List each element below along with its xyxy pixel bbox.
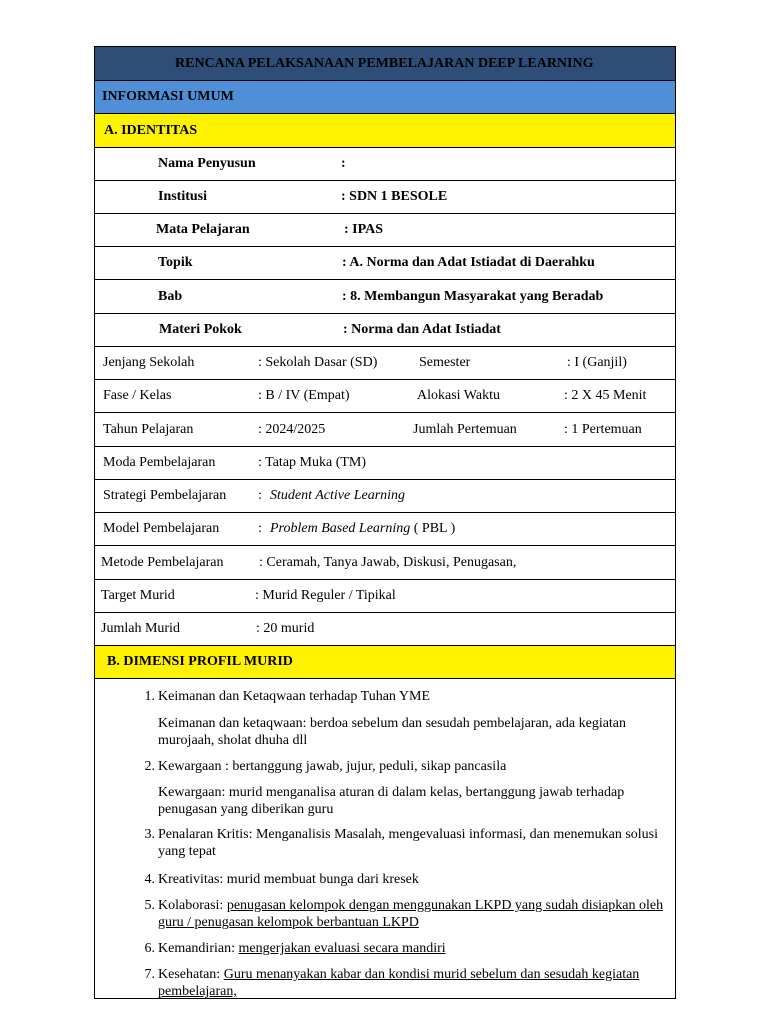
kesehatan-label: Kesehatan: [158,967,224,982]
model-pembelajaran-value: Problem Based Learning [270,521,411,536]
jumlah-murid-label: Jumlah Murid [101,621,180,636]
row-jumlah-murid [95,613,675,646]
jumlah-pertemuan-label: Jumlah Pertemuan [413,421,517,437]
list-text: Kewargaan : bertanggung jawab, jujur, peduli, sikap pancasila [158,759,507,774]
lesson-plan-document [94,46,676,999]
topik-label: Topik [158,255,193,270]
model-pembelajaran-suffix: ( PBL ) [413,521,456,536]
list-description: Kewargaan: murid menganalisa aturan di dalam kelas, bertanggung jawab terhadap penugasan yang diberikan guru [158,785,625,817]
list-number: 2. [144,759,155,774]
document-title: RENCANA PELAKSANAAN PEMBELAJARAN DEEP LEARNING [175,55,594,71]
section-identitas [95,114,675,148]
model-pembelajaran-label: Model Pembelajaran [103,521,220,536]
mata-pelajaran-label: Mata Pelajaran [156,222,250,237]
row-materi-pokok [95,314,675,347]
materi-pokok-value: : Norma dan Adat Istiadat [343,322,501,337]
list-number: 5. [144,898,155,913]
row-jenjang-sekolah [95,347,675,380]
list-text [158,966,674,1000]
section-informasi-umum [95,81,675,114]
fase-kelas-value: : B / IV (Empat) [258,388,350,403]
nama-penyusun-label: Nama Penyusun [158,156,256,171]
row-bab [95,280,675,314]
row-strategi-pembelajaran [95,480,675,513]
list-number: 1. [144,689,155,704]
alokasi-waktu-label: Alokasi Waktu [417,388,500,403]
row-nama-penyusun [95,148,675,181]
list-description: Keimanan dan ketaqwaan: berdoa sebelum dan sesudah pembelajaran, ada kegiatan murojaah, sholat dhuha dll [158,716,627,748]
row-model-pembelajaran [95,513,675,546]
document-title-row [95,47,675,81]
metode-pembelajaran-value: : Ceramah, Tanya Jawab, Diskusi, Penugasan, [259,554,517,570]
tahun-pelajaran-value: : 2024/2025 [258,421,326,437]
strategi-pembelajaran-colon: : [258,488,262,503]
tahun-pelajaran-label: Tahun Pelajaran [103,421,194,437]
strategi-pembelajaran-value: Student Active Learning [270,488,406,503]
row-mata-pelajaran [95,214,675,247]
row-moda-pembelajaran [95,447,675,480]
target-murid-label: Target Murid [101,588,175,603]
target-murid-value: : Murid Reguler / Tipikal [255,588,396,603]
section-identitas-label: A. IDENTITAS [104,122,198,138]
list-text: Penalaran Kritis: Menganalisis Masalah, mengevaluasi informasi, dan menemukan solusi yang tepat [158,827,658,859]
topik-value: : A. Norma dan Adat Istiadat di Daerahku [342,255,595,270]
nama-penyusun-value: : [341,156,346,171]
kemandirian-text: mengerjakan evaluasi secara mandiri [238,941,446,956]
mata-pelajaran-value: : IPAS [344,222,384,237]
moda-pembelajaran-value: : Tatap Muka (TM) [258,455,367,470]
semester-value: : I (Ganjil) [567,355,627,370]
moda-pembelajaran-label: Moda Pembelajaran [103,455,216,470]
kemandirian-label: Kemandirian: [158,941,239,956]
jumlah-pertemuan-value: : 1 Pertemuan [564,421,642,437]
list-text [158,897,674,931]
row-topik [95,247,675,280]
kolaborasi-text: penugasan kelompok dengan menggunakan LKPD yang sudah disiapkan oleh guru / penugasan kelompok berbantuan LKPD [158,898,664,930]
row-target-murid [95,580,675,613]
list-number: 7. [144,967,155,982]
list-number: 6. [144,941,155,956]
row-institusi [95,181,675,214]
section-dimensi-profil-label: B. DIMENSI PROFIL MURID [107,654,293,669]
kesehatan-text: Guru menanyakan kabar dan kondisi murid sebelum dan sesudah kegiatan pembelajaran, [158,967,640,999]
list-text: Keimanan dan Ketaqwaan terhadap Tuhan YME [158,689,431,704]
alokasi-waktu-value: : 2 X 45 Menit [564,388,647,403]
bab-value: : 8. Membangun Masyarakat yang Beradab [342,288,604,304]
list-number: 4. [144,872,155,887]
fase-kelas-label: Fase / Kelas [103,388,172,403]
institusi-label: Institusi [158,189,208,204]
list-number: 3. [144,827,155,842]
jenjang-sekolah-label: Jenjang Sekolah [103,355,195,370]
semester-label: Semester [419,355,471,370]
jumlah-murid-value: : 20 murid [256,621,315,636]
model-pembelajaran-value-wrap [270,521,455,537]
list-text: Kreativitas: murid membuat bunga dari kresek [158,872,419,887]
list-text [158,940,674,957]
kolaborasi-label: Kolaborasi: [158,898,227,913]
bab-label: Bab [158,288,183,304]
row-fase-kelas [95,380,675,413]
row-tahun-pelajaran [95,413,675,447]
materi-pokok-label: Materi Pokok [159,322,242,337]
jenjang-sekolah-value: : Sekolah Dasar (SD) [258,355,378,370]
section-informasi-umum-label: INFORMASI UMUM [102,89,234,104]
institusi-value: : SDN 1 BESOLE [341,189,448,204]
row-metode-pembelajaran [95,546,675,580]
strategi-pembelajaran-label: Strategi Pembelajaran [103,488,227,503]
metode-pembelajaran-label: Metode Pembelajaran [101,554,224,570]
model-pembelajaran-colon: : [258,521,262,536]
section-dimensi-profil [95,646,675,679]
